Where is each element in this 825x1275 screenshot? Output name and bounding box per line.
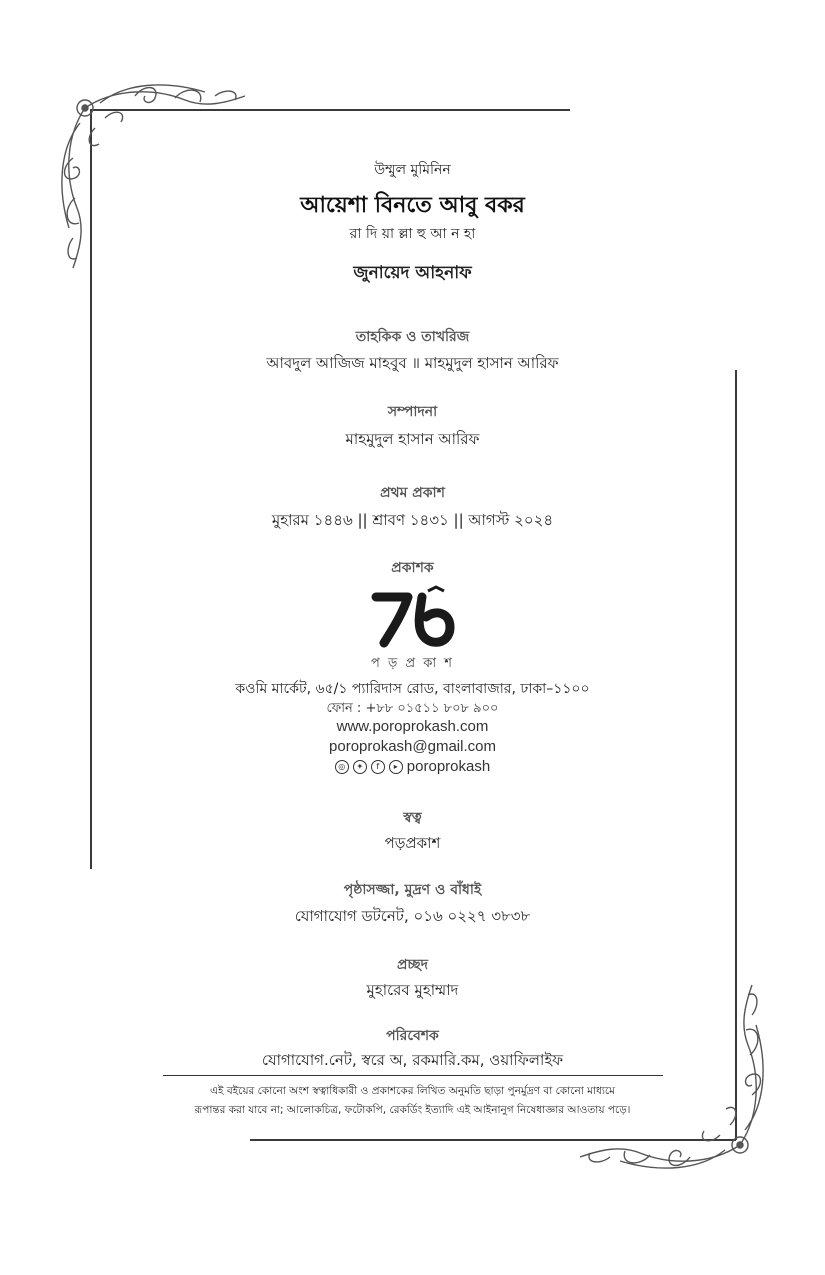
footnote-divider	[163, 1075, 663, 1076]
legal-line-1: এই বইয়ের কোনো অংশ স্বত্বাধিকারী ও প্রকাশকের লিখিত অনুমতি ছাড়া পুনর্মুদ্রণ বা কোনো মাধ্যমে	[210, 1085, 615, 1097]
distributors: যোগাযোগ.নেট, স্বরে অ, রকমারি.কম, ওয়াফিলাইফ	[261, 1051, 564, 1069]
publisher-phone: ফোন : +৮৮ ০১৫১১ ৮০৮ ৯০০	[326, 701, 499, 716]
cover-heading: প্রচ্ছদ	[396, 957, 429, 973]
youtube-icon[interactable]: ▸	[389, 760, 403, 774]
first-edition-date: মুহারম ১৪৪৬ || শ্রাবণ ১৪৩১ || আগস্ট ২০২৪	[271, 511, 554, 529]
publisher-heading: প্রকাশক	[391, 560, 434, 576]
copyright-heading: স্বত্ব	[403, 810, 422, 826]
copyright-holder: পড়প্রকাশ	[384, 834, 441, 852]
book-title: আয়েশা বিনতে আবু বকর	[300, 193, 525, 218]
distributor-heading: পরিবেশক	[386, 1028, 439, 1044]
editing-name: মাহমুদুল হাসান আরিফ	[345, 430, 480, 448]
honorific: রা দি য়া ল্লা হু আ ন হা	[349, 226, 476, 242]
publisher-logo-icon	[370, 585, 456, 651]
first-edition-heading: প্রথম প্রকাশ	[380, 485, 445, 501]
verification-heading: তাহকিক ও তাখরিজ	[355, 329, 470, 345]
publisher-address: কওমি মার্কেট, ৬৫/১ প্যারিদাস রোড, বাংলাবাজার, ঢাকা–১১০০	[235, 681, 590, 697]
twitter-icon[interactable]: ✦	[353, 760, 367, 774]
print-heading: পৃষ্ঠাসজ্জা, মুদ্রণ ও বাঁধাই	[343, 882, 482, 898]
publisher-website[interactable]: www.poroprokash.com	[336, 718, 489, 735]
print-info: যোগাযোগ ডটনেট, ০১৬ ০২২৭ ৩৮৩৮	[294, 907, 531, 925]
legal-line-2: রূপান্তর করা যাবে না; আলোকচিত্র, ফটোকপি, রেকর্ডিং ইত্যাদি এই আইনানুগ নিষেধাজ্ঞার আওতায় পড়ে।	[194, 1104, 631, 1116]
social-row	[0, 758, 825, 775]
publisher-email[interactable]: poroprokash@gmail.com	[329, 738, 496, 755]
cover-artist: মুহারেব মুহাম্মাদ	[366, 981, 459, 999]
author-name: জুনায়েদ আহনাফ	[353, 263, 472, 283]
facebook-icon[interactable]: f	[371, 760, 385, 774]
editing-heading: সম্পাদনা	[387, 404, 438, 420]
publisher-logo-label: প ড় প্র কা শ	[371, 656, 454, 671]
pre-title: উম্মুল মুমিনিন	[374, 162, 451, 178]
verification-names: আবদুল আজিজ মাহবুব ॥ মাহমুদুল হাসান আরিফ	[266, 354, 559, 372]
instagram-icon[interactable]: ◎	[335, 760, 349, 774]
social-handle: poroprokash	[406, 758, 491, 775]
legal-notice	[150, 1082, 675, 1120]
